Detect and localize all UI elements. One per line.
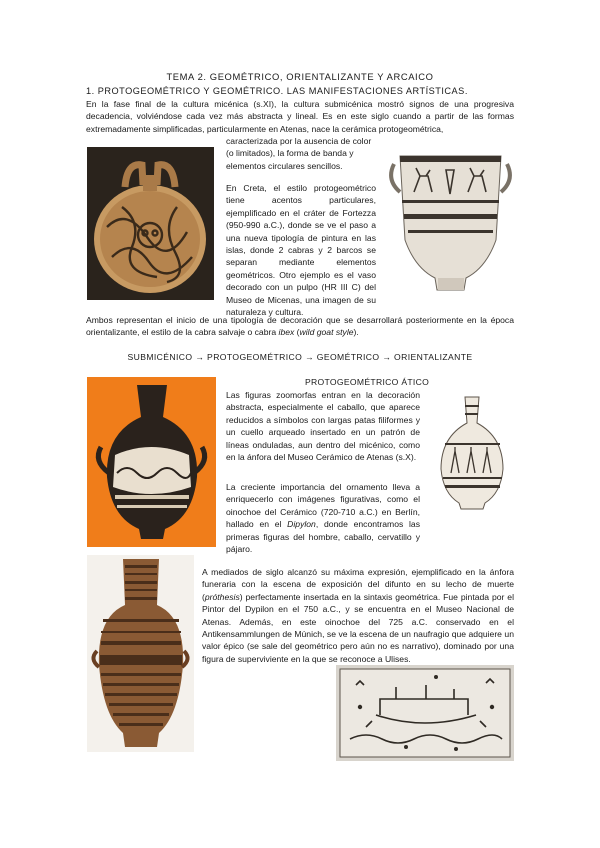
midcentury-text-b: ) perfectamente insertada en la sintaxis geométrica. Fue pintada por el Pintor del Dypilon en el 750 a.C., y se encuentra en el Museo Nacional de Atenas. Además, en este oinochoe del 725 a.C. conservado en el Antikensammlungen de Múnich, se ve la escena de un naufragio que adquiere un valor épico (se sale del geométrico pero aún no es narrativo), dominado por una figura de superviviente en la que se reconoce a Ulises. [202, 591, 514, 664]
midcentury-paragraph [202, 566, 514, 665]
dipylon-term: Dipylon [287, 519, 316, 530]
dipylon-oinochoe-image [431, 393, 514, 511]
fortezza-krater-image [386, 150, 515, 296]
ambos-text-b: ( [294, 327, 300, 338]
wild-goat-style-term: wild goat style [299, 327, 354, 338]
ambos-text-a: Ambos representan el inicio de una tipología de decoración que se desarrollará posteriormente en la época orientalizante, el estilo de la cabra salvaje o cabra [86, 315, 514, 338]
intro-continuation: caracterizada por la ausencia de color (o limitados), la forma de banda y elementos circulares sencillos. [226, 136, 372, 171]
oinochoe-text-b: , donde encontramos las primeras figuras del hombre, caballo, cervatillo y pájaro. [226, 519, 420, 555]
prothesis-term: próthesis [204, 591, 240, 602]
funerary-amphora-image [87, 555, 194, 752]
section-heading: 1. PROTOGEOMÉTRICO Y GEOMÉTRICO. LAS MANIFESTACIONES ARTÍSTICAS. [86, 86, 468, 96]
shipwreck-oinochoe-image [336, 665, 514, 761]
sequence-line: SUBMICÉNICO → PROTOGEOMÉTRICO → GEOMÉTRICO → ORIENTALIZANTE [127, 352, 473, 362]
intro-paragraph: En la fase final de la cultura micénica (s.XI), la cultura submicénica mostró signos de una progresiva decadencia, volviéndose cada vez más abstracta y lineal. Es en este siglo cuando a partir de las formas extremadamente simplificadas, particularmente en Atenas, nace la cerámica protogeométrica, [86, 99, 514, 134]
ibex-term: ibex [278, 327, 295, 338]
attic-paragraph: Las figuras zoomorfas entran en la decoración abstracta, especialmente el caballo, que aparece reducidos a símbolos con largas patas filiformes y un cuello arqueado insertado en un patrón de líneas onduladas, aun dentro del micénico, como en la ánfora del Museo Cerámico de Atenas (s.X). [226, 390, 420, 463]
page-title: TEMA 2. GEOMÉTRICO, ORIENTALIZANTE Y ARCAICO [166, 71, 434, 82]
attic-heading: PROTOGEOMÉTRICO ÁTICO [305, 377, 430, 387]
attic-amphora-image [87, 377, 216, 547]
ambos-text-c: ). [353, 327, 359, 338]
crete-paragraph: En Creta, el estilo protogeométrico tiene acentos particulares, ejemplificado en el cráter de Fortezza (950-990 a.C.), donde se ve el paso a una nueva tipología de pintura en las islas, donde 2 cabras y 2 barcos se separan mediante elementos geométricos. Otro ejemplo es el vaso decorado con un pulpo (HR III C) del Museo de Micenas, una imagen de su naturaleza y cultura. [226, 183, 376, 318]
midcentury-text-a: A mediados de siglo alcanzó su máxima expresión, ejemplificado en la ánfora funeraria con la escena de exposición del difunto en su lecho de muerte ( [202, 567, 514, 602]
octopus-vase-image [87, 147, 214, 300]
oinochoe-paragraph [226, 481, 420, 555]
oinochoe-text-a: La creciente importancia del ornamento lleva a enriquecerlo con imágenes figurativas, como el oinochoe del Cerámico (720-710 a.C.) en Berlín, hallado en el [226, 482, 420, 530]
ambos-paragraph [86, 314, 514, 339]
